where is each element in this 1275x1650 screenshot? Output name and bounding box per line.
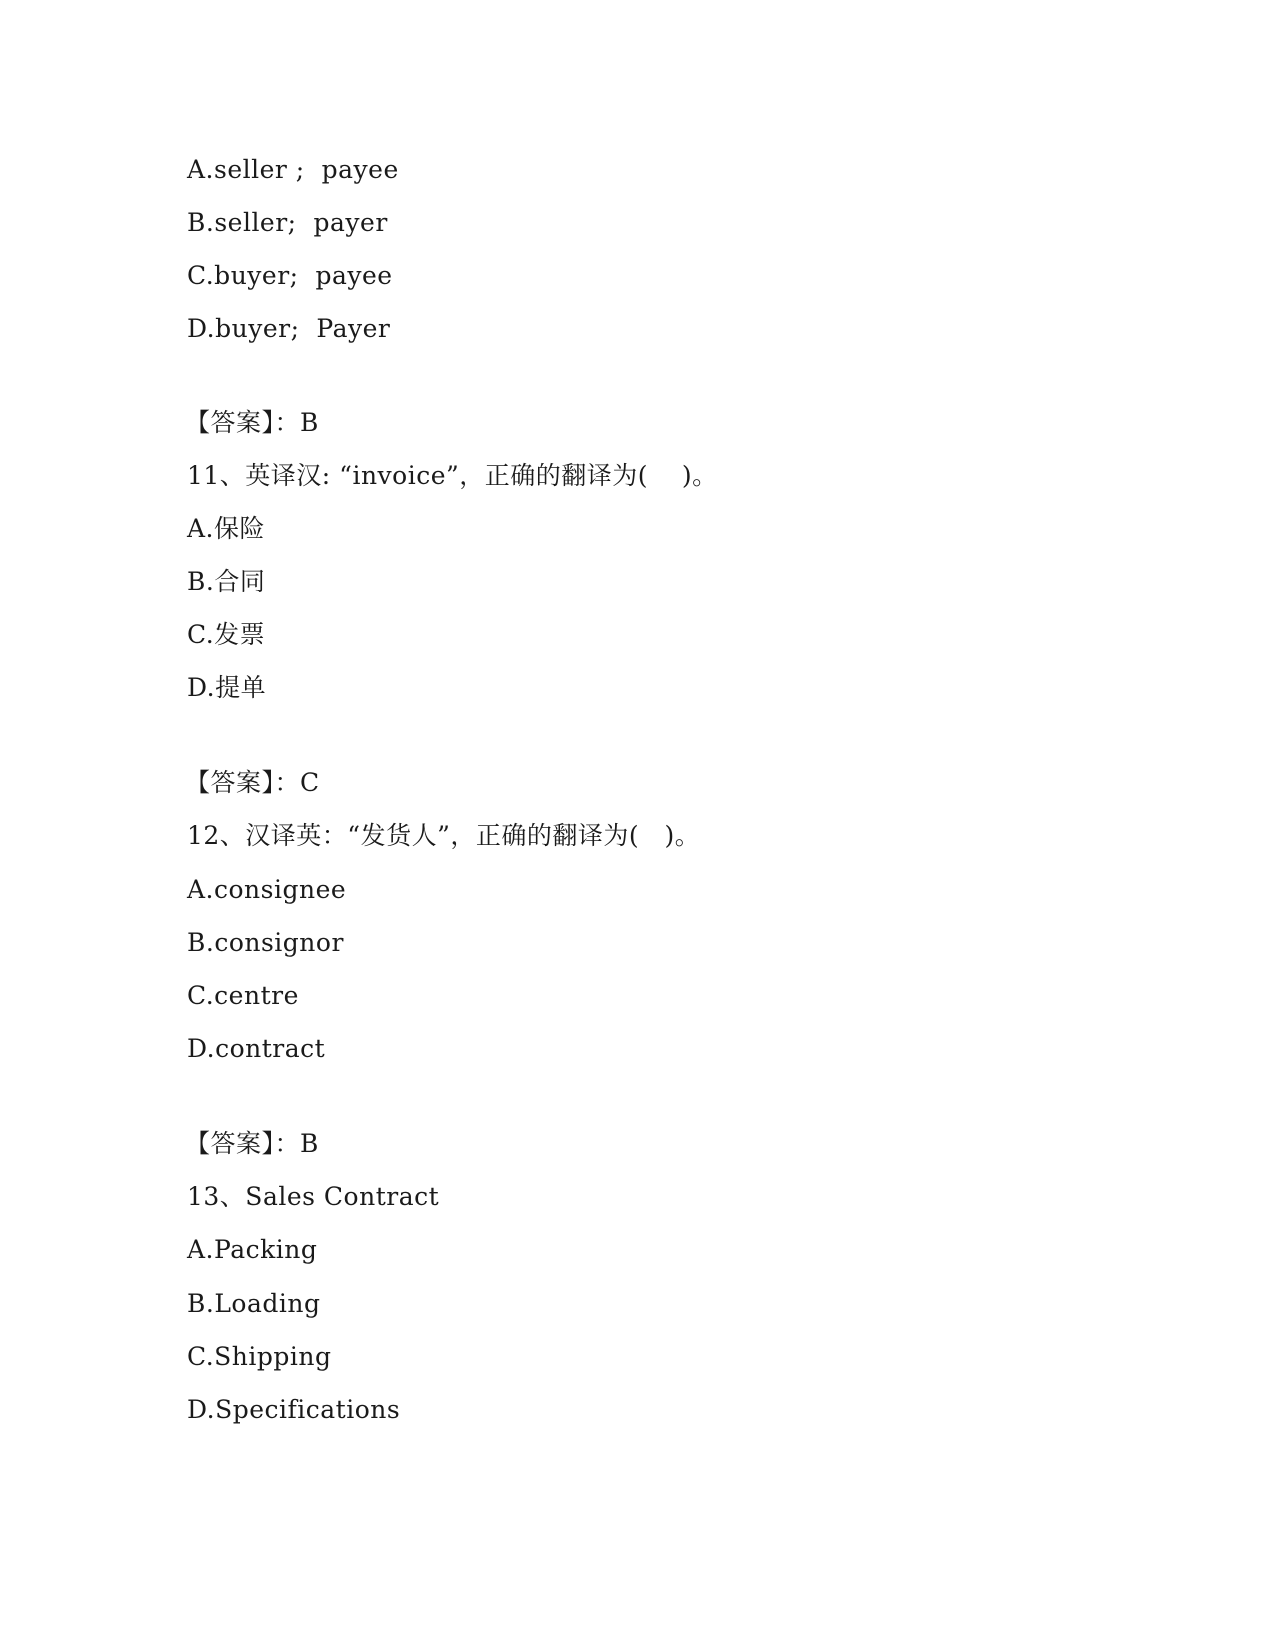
q13-option-c: C.Shipping <box>187 1342 332 1371</box>
q12-answer: 【答案】：B <box>185 1129 319 1158</box>
q10-answer: 【答案】：B <box>185 408 319 437</box>
q12-option-d: D.contract <box>187 1034 326 1063</box>
q13-question: 13、Sales Contract <box>187 1182 440 1211</box>
q13-option-b: B.Loading <box>187 1289 321 1318</box>
q12-option-a: A.consignee <box>187 875 347 904</box>
q10-option-c: C.buyer; payee <box>187 261 393 290</box>
q11-option-a: A.保险 <box>187 514 266 543</box>
q10-option-a: A.seller ; payee <box>187 155 399 184</box>
q11-option-b: B.合同 <box>187 567 266 596</box>
q12-option-c: C.centre <box>187 981 299 1010</box>
q10-option-d: D.buyer; Payer <box>187 314 391 343</box>
q13-option-d: D.Specifications <box>187 1395 401 1424</box>
q12-option-b: B.consignor <box>187 928 344 957</box>
q10-option-b: B.seller; payer <box>187 208 388 237</box>
q11-option-c: C.发票 <box>187 620 266 649</box>
q11-option-d: D.提单 <box>187 673 267 702</box>
q11-answer: 【答案】：C <box>185 768 320 797</box>
q11-question: 11、英译汉: “invoice”，正确的翻译为( )。 <box>187 461 718 490</box>
q12-question: 12、汉译英：“发货人”，正确的翻译为( )。 <box>187 821 701 850</box>
q13-option-a: A.Packing <box>187 1235 318 1264</box>
